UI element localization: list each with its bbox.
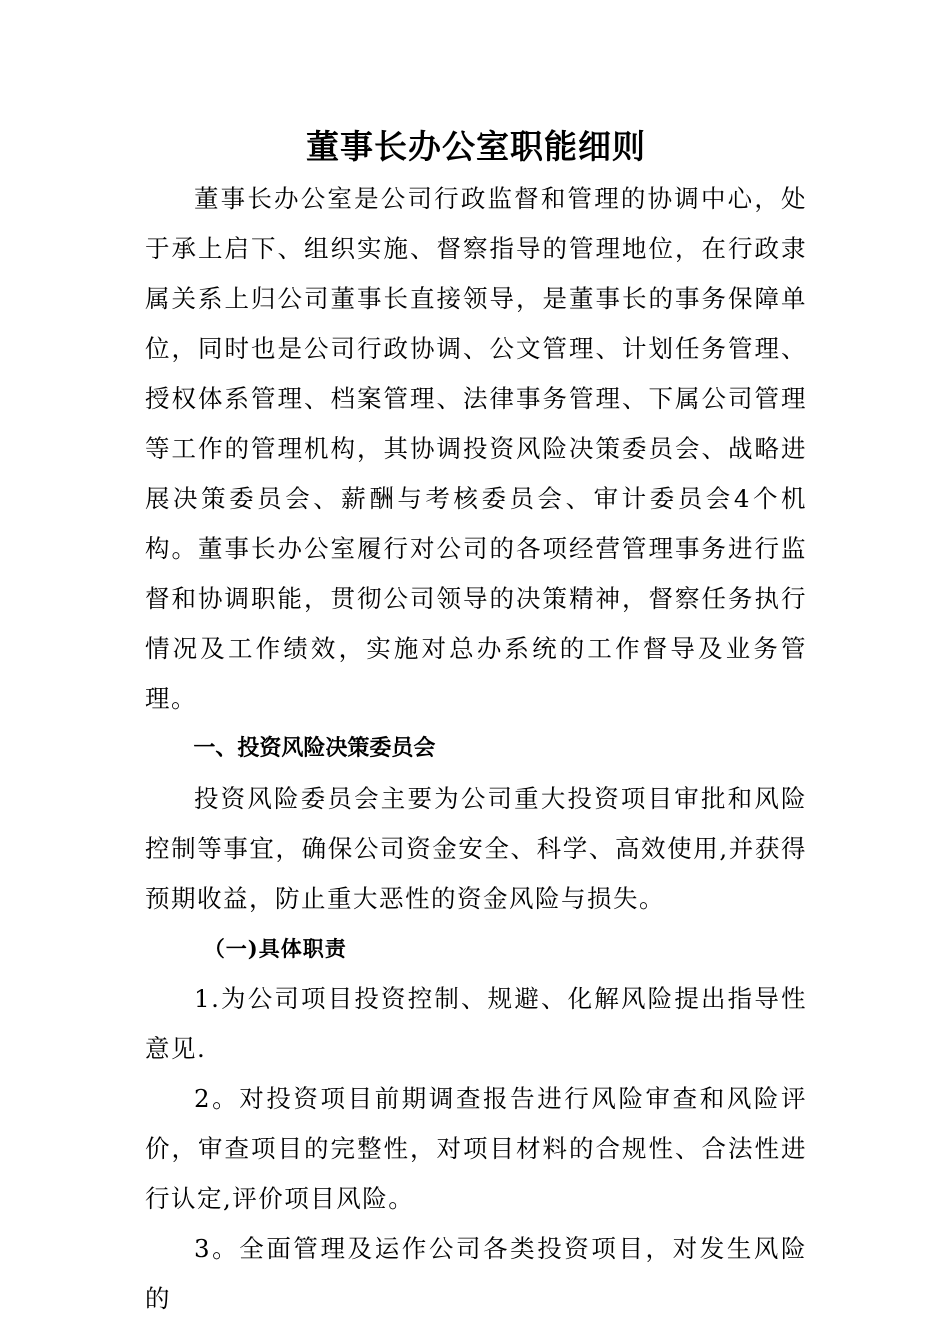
document-body	[145, 122, 807, 1324]
duty-item-3: 3。全面管理及运作公司各类投资项目，对发生风险的	[145, 1234, 807, 1313]
document-title: 董事长办公室职能细则	[306, 127, 646, 166]
duty-item-2: 2。对投资项目前期调查报告进行风险审查和风险评价，审查项目的完整性，对项目材料的合规性、合法性进行认定,评价项目风险。	[145, 1084, 807, 1213]
intro-paragraph: 董事长办公室是公司行政监督和管理的协调中心，处于承上启下、组织实施、督察指导的管理地位，在行政隶属关系上归公司董事长直接领导，是董事长的事务保障单位，同时也是公司行政协调、公文管理、计划任务管理、授权体系管理、档案管理、法律事务管理、下属公司管理等工作的管理机构，其协调投资风险决策委员会、战略进展决策委员会、薪酬与考核委员会、审计委员会4个机构。董事长办公室履行对公司的各项经营管理事务进行监督和协调职能，贯彻公司领导的决策精神，督察任务执行情况及工作绩效，实施对总办系统的工作督导及业务管理。	[145, 184, 807, 713]
section-paragraph: 投资风险委员会主要为公司重大投资项目审批和风险控制等事宜，确保公司资金安全、科学、高效使用,并获得预期收益，防止重大恶性的资金风险与损失。	[145, 784, 807, 913]
section-heading-investment-risk-committee: 一、投资风险决策委员会	[193, 736, 436, 761]
subsection-heading-duties: （一)具体职责	[203, 936, 347, 961]
duty-item-1: 1.为公司项目投资控制、规避、化解风险提出指导性意见.	[145, 984, 807, 1063]
